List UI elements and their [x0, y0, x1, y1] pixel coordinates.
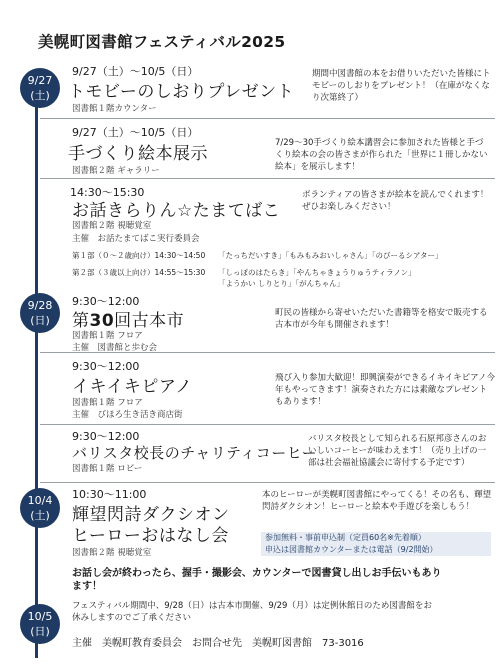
event-title: 手づくり絵本展示 — [68, 144, 208, 164]
event-time: 9:30〜12:00 — [72, 295, 140, 308]
date-day: 9/28 — [27, 299, 53, 312]
event-location: 図書館２階 ギャラリー — [72, 166, 160, 176]
registration-fee-line: 参加無料・事前申込制（定員60名※先着順） — [265, 533, 426, 542]
part2-programs: 「しっぽのはたらき」「やんちゃきょうりゅうティラノン」 — [218, 268, 416, 277]
event-charity-coffee — [40, 424, 495, 483]
date-weekday: (日) — [30, 625, 50, 638]
event-host: 主催 お話たまてばこ実行委員会 — [72, 234, 200, 244]
event-description: ボランティアの皆さまが絵本を読んでくれます！ぜひお楽しみください！ — [302, 190, 489, 212]
registration-info-box — [261, 532, 491, 556]
part1-label: 第１部（０〜２歳向け）14:30〜14:50 — [72, 251, 206, 260]
event-location: 図書館１階 フロア — [72, 331, 143, 341]
date-weekday: (日) — [30, 314, 50, 327]
part2-label: 第２部（３歳以上向け）14:55〜15:30 — [72, 268, 206, 277]
event-location: 図書館１階 フロア — [72, 398, 143, 408]
event-title: イキイキピアノ — [72, 377, 193, 397]
event-time: 9:30〜12:00 — [72, 430, 140, 443]
event-bookmark-present — [40, 58, 495, 118]
event-title: トモビーのしおりプレゼント — [68, 82, 295, 102]
part2-programs-2: 「ようかい しりとり」「がんちゃん」 — [218, 279, 345, 288]
event-title: お話きらりん☆たまてばこ — [72, 201, 281, 221]
title-prefix: 第 — [72, 311, 90, 331]
event-description: バリスタ校長として知られる石原邦彦さんのおいしいコーヒーが味わえます！（売り上げの一部は社会福祉協議会に寄付する予定です） — [308, 434, 487, 468]
event-host: 主催 びほろ生き活き商店街 — [72, 410, 183, 420]
event-description: 期間中図書館の本をお借りいただいた皆様にトモビーのしおりをプレゼント！（在庫がなくなり次第終了） — [312, 69, 491, 103]
closure-note-line1: フェスティバル期間中、9/28（日）は古本市開催、9/29（月）は定例休館日のため図書館をお — [72, 601, 432, 611]
registration-apply-line: 申込は図書館カウンターまたは電話（9/2開始） — [265, 545, 438, 554]
event-time: 14:30〜15:30 — [70, 186, 145, 199]
event-description: 町民の皆様から寄せいただいた書籍等を格安で販売する古本市が今年も開催されます！ — [275, 308, 488, 330]
event-location: 図書館１階 ロビー — [72, 464, 143, 474]
event-time: 9/27（土）〜10/5（日） — [72, 126, 199, 139]
event-description: 7/29〜30手づくり絵本講習会に参加された皆様と手づくり絵本の会の皆さまが作られた「世界に１冊しかない絵本」を展示します！ — [275, 138, 488, 172]
event-description: 本のヒーローが美幌町図書館にやってくる！その名も、輝望閃詩ダクシオン！ヒーローと絵本や手遊びを楽しもう！ — [262, 490, 492, 512]
event-time: 9:30〜12:00 — [72, 360, 140, 373]
page-title: 美幌町図書館フェスティバル2025 — [38, 33, 286, 51]
event-time: 10:30〜11:00 — [72, 488, 147, 501]
closure-note-line2: 休みしますのでご了承ください — [72, 613, 192, 623]
date-day: 10/5 — [27, 610, 53, 623]
event-picture-book-exhibit — [40, 118, 495, 179]
part1-programs: 「たっちだいすき」「もみもみおいしゃさん」「のびーるシアター」 — [218, 251, 443, 260]
timeline-line — [35, 70, 38, 658]
date-weekday: (土) — [30, 509, 50, 522]
event-story-time — [40, 178, 495, 289]
title-number: 30 — [89, 311, 115, 331]
date-day: 9/27 — [27, 74, 53, 87]
event-host: 主催 図書館と歩む会 — [72, 343, 158, 353]
event-title — [72, 306, 184, 331]
event-description: 飛び入り参加大歓迎！即興演奏ができるイキイキピアノ今年もやってきます！演奏された方には素敵なプレゼントもあります！ — [275, 373, 495, 407]
event-location: 図書館１階カウンター — [72, 104, 157, 114]
event-used-book-sale — [40, 288, 495, 352]
event-title: バリスタ校長のチャリティコーヒー — [72, 444, 318, 462]
date-day: 10/4 — [27, 494, 53, 507]
event-location: 図書館２階 視聴覚室 — [72, 548, 152, 558]
handshake-note: お話し会が終わったら、握手・撮影会、カウンターで図書貸し出しお手伝いもあり — [72, 568, 442, 579]
date-weekday: (土) — [30, 89, 50, 102]
handshake-note-2: ます！ — [72, 581, 102, 592]
event-time: 9/27（土）〜10/5（日） — [72, 65, 199, 78]
event-title-line2: ヒーローおはなし会 — [72, 526, 229, 546]
event-piano — [40, 352, 495, 425]
event-title-line1: 輝望閃詩ダクシオン — [72, 505, 230, 525]
title-suffix: 回古本市 — [114, 311, 185, 331]
closing-notice — [40, 596, 495, 658]
organizer-contact: 主催 美幌町教育委員会 お問合せ先 美幌町図書館 73-3016 — [72, 638, 364, 649]
event-location: 図書館２階 視聴覚室 — [72, 221, 152, 231]
